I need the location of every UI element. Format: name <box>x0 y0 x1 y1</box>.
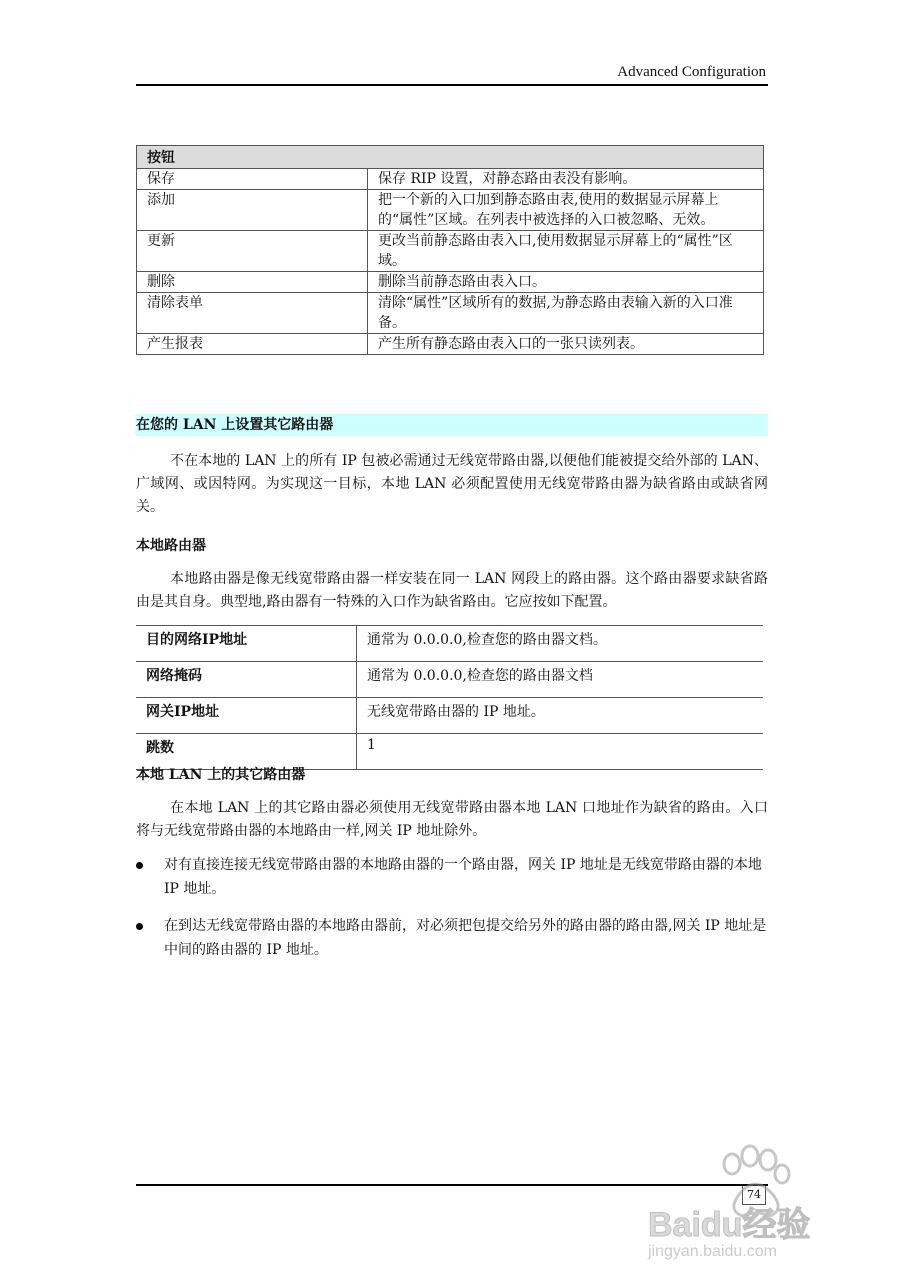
watermark-url: jingyan.baidu.com <box>648 1243 777 1260</box>
config-value: 通常为 0.0.0.0,检查您的路由器文档。 <box>357 626 764 662</box>
table-row <box>136 626 763 662</box>
config-value: 1 <box>357 734 764 770</box>
route-config-table <box>136 625 763 770</box>
section-heading: 在您的 LAN 上设置其它路由器 <box>136 414 768 436</box>
header-rule <box>136 84 768 86</box>
button-desc-update: 更改当前静态路由表入口,使用数据显示屏幕上的“属性”区域。 <box>368 231 764 272</box>
table-row <box>137 334 764 355</box>
table-row <box>136 662 763 698</box>
button-desc-clear-form: 清除“属性”区域所有的数据,为静态路由表输入新的入口准备。 <box>368 293 764 334</box>
buttons-table-heading: 按钮 <box>137 146 764 169</box>
table-row <box>137 272 764 293</box>
button-desc-report: 产生所有静态路由表入口的一张只读列表。 <box>368 334 764 355</box>
table-row <box>137 231 764 272</box>
button-name-add: 添加 <box>137 190 368 231</box>
running-header-title: Advanced Configuration <box>617 64 766 80</box>
button-desc-add: 把一个新的入口加到静态路由表,使用的数据显示屏幕上的“属性”区域。在列表中被选择的入口被忽略、无效。 <box>368 190 764 231</box>
list-item-text: 对有直接连接无线宽带路由器的本地路由器的一个路由器，网关 IP 地址是无线宽带路由器的本地 IP 地址。 <box>164 857 762 897</box>
list-item <box>136 914 768 962</box>
button-name-clear-form: 清除表单 <box>137 293 368 334</box>
config-value: 无线宽带路由器的 IP 地址。 <box>357 698 764 734</box>
local-router-paragraph: 本地路由器是像无线宽带路由器一样安装在同一 LAN 网段上的路由器。这个路由器要求缺省路由是其自身。典型地,路由器有一特殊的入口作为缺省路由。它应按如下配置。 <box>136 571 768 610</box>
table-row <box>137 190 764 231</box>
table-row <box>137 293 764 334</box>
local-router-heading: 本地路由器 <box>136 538 206 554</box>
config-key: 网关IP地址 <box>136 698 357 734</box>
button-desc-save: 保存 RIP 设置，对静态路由表没有影响。 <box>368 169 764 190</box>
config-value: 通常为 0.0.0.0,检查您的路由器文档 <box>357 662 764 698</box>
intro-paragraph: 不在本地的 LAN 上的所有 IP 包被必需通过无线宽带路由器,以便他们能被提交给外部的 LAN、广域网、或因特网。为实现这一目标，本地 LAN 必须配置使用无线宽带路由器为缺省路由或缺省网关。 <box>136 453 768 515</box>
button-name-save: 保存 <box>137 169 368 190</box>
bullet-icon <box>136 862 143 869</box>
table-row <box>137 169 764 190</box>
config-key: 目的网络IP地址 <box>136 626 357 662</box>
list-item <box>136 853 768 901</box>
list-item-text: 在到达无线宽带路由器的本地路由器前，对必须把包提交给另外的路由器的路由器,网关 IP 地址是中间的路由器的 IP 地址。 <box>164 918 767 958</box>
table-row <box>136 698 763 734</box>
other-routers-heading: 本地 LAN 上的其它路由器 <box>136 767 306 783</box>
other-routers-paragraph: 在本地 LAN 上的其它路由器必须使用无线宽带路由器本地 LAN 口地址作为缺省的路由。入口将与无线宽带路由器的本地路由一样,网关 IP 地址除外。 <box>136 800 768 839</box>
button-name-update: 更新 <box>137 231 368 272</box>
button-name-delete: 删除 <box>137 272 368 293</box>
button-name-report: 产生报表 <box>137 334 368 355</box>
buttons-table <box>136 145 764 355</box>
watermark-brand: Baidu经验 <box>648 1206 811 1244</box>
config-key: 跳数 <box>136 734 357 770</box>
bullet-icon <box>136 923 143 930</box>
config-key: 网络掩码 <box>136 662 357 698</box>
button-desc-delete: 删除当前静态路由表入口。 <box>368 272 764 293</box>
page-number: 74 <box>742 1186 766 1205</box>
baidu-jingyan-watermark <box>640 1140 870 1260</box>
